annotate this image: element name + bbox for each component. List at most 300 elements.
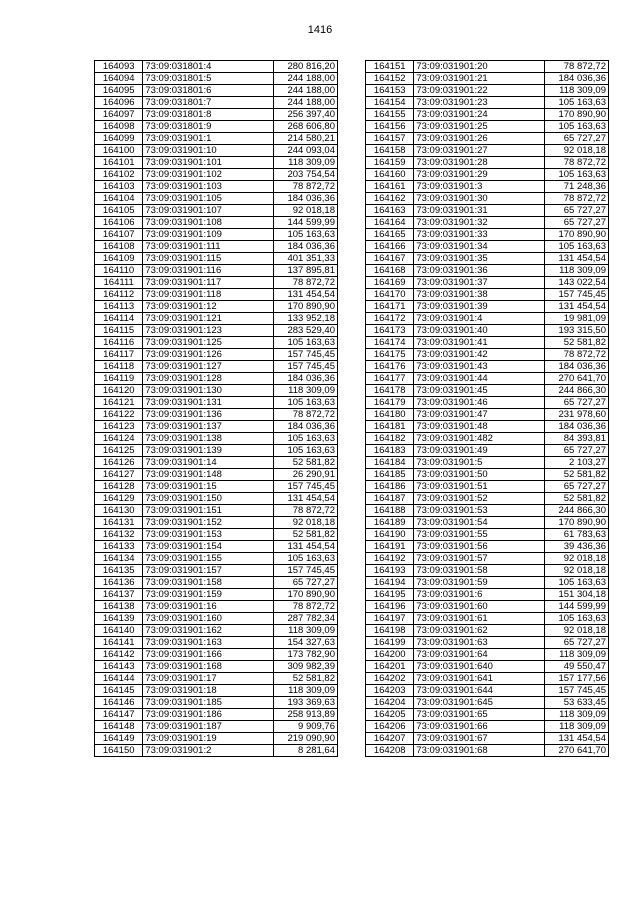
value-cell: 105 163,63 xyxy=(273,553,337,565)
row-number-cell: 164151 xyxy=(366,61,414,73)
row-number-cell: 164100 xyxy=(95,145,143,157)
row-number-cell: 164179 xyxy=(366,397,414,409)
cadastral-number-cell: 73:09:031901:166 xyxy=(143,649,273,661)
value-cell: 65 727,27 xyxy=(273,577,337,589)
value-cell: 287 782,34 xyxy=(273,613,337,625)
table-row xyxy=(95,85,338,97)
row-number-cell: 164166 xyxy=(366,241,414,253)
registry-table-right xyxy=(365,60,609,757)
table-row xyxy=(366,553,609,565)
row-number-cell: 164112 xyxy=(95,289,143,301)
row-number-cell: 164113 xyxy=(95,301,143,313)
table-row xyxy=(366,577,609,589)
value-cell: 52 581,82 xyxy=(544,337,608,349)
cadastral-number-cell: 73:09:031801:9 xyxy=(143,121,273,133)
row-number-cell: 164130 xyxy=(95,505,143,517)
row-number-cell: 164184 xyxy=(366,457,414,469)
cadastral-number-cell: 73:09:031901:33 xyxy=(414,229,544,241)
row-number-cell: 164169 xyxy=(366,277,414,289)
row-number-cell: 164207 xyxy=(366,733,414,745)
row-number-cell: 164103 xyxy=(95,181,143,193)
cadastral-number-cell: 73:09:031901:153 xyxy=(143,529,273,541)
value-cell: 144 599,99 xyxy=(273,217,337,229)
value-cell: 78 872,72 xyxy=(273,409,337,421)
value-cell: 244 866,30 xyxy=(544,505,608,517)
cadastral-number-cell: 73:09:031901:185 xyxy=(143,697,273,709)
value-cell: 78 872,72 xyxy=(544,157,608,169)
table-row xyxy=(366,565,609,577)
value-cell: 309 982,39 xyxy=(273,661,337,673)
row-number-cell: 164093 xyxy=(95,61,143,73)
table-row xyxy=(95,109,338,121)
row-number-cell: 164178 xyxy=(366,385,414,397)
row-number-cell: 164128 xyxy=(95,481,143,493)
table-row xyxy=(366,85,609,97)
cadastral-number-cell: 73:09:031901:46 xyxy=(414,397,544,409)
table-row xyxy=(95,337,338,349)
value-cell: 118 309,09 xyxy=(273,625,337,637)
value-cell: 137 895,81 xyxy=(273,265,337,277)
row-number-cell: 164159 xyxy=(366,157,414,169)
value-cell: 203 754,54 xyxy=(273,169,337,181)
table-row xyxy=(95,529,338,541)
value-cell: 92 018,18 xyxy=(273,205,337,217)
row-number-cell: 164141 xyxy=(95,637,143,649)
table-row xyxy=(366,217,609,229)
row-number-cell: 164165 xyxy=(366,229,414,241)
table-row xyxy=(95,373,338,385)
value-cell: 193 315,50 xyxy=(544,325,608,337)
value-cell: 170 890,90 xyxy=(273,589,337,601)
value-cell: 219 090,90 xyxy=(273,733,337,745)
row-number-cell: 164174 xyxy=(366,337,414,349)
cadastral-number-cell: 73:09:031901:38 xyxy=(414,289,544,301)
value-cell: 19 981,09 xyxy=(544,313,608,325)
value-cell: 157 745,45 xyxy=(273,481,337,493)
table-row xyxy=(95,133,338,145)
table-row xyxy=(366,301,609,313)
row-number-cell: 164163 xyxy=(366,205,414,217)
row-number-cell: 164181 xyxy=(366,421,414,433)
table-row xyxy=(366,265,609,277)
row-number-cell: 164156 xyxy=(366,121,414,133)
row-number-cell: 164205 xyxy=(366,709,414,721)
table-row xyxy=(95,217,338,229)
cadastral-number-cell: 73:09:031901:45 xyxy=(414,385,544,397)
row-number-cell: 164195 xyxy=(366,589,414,601)
value-cell: 157 745,45 xyxy=(273,361,337,373)
table-row xyxy=(366,361,609,373)
value-cell: 151 304,18 xyxy=(544,589,608,601)
table-row xyxy=(366,73,609,85)
table-row xyxy=(366,445,609,457)
table-row xyxy=(366,709,609,721)
value-cell: 231 978,60 xyxy=(544,409,608,421)
cadastral-number-cell: 73:09:031901:123 xyxy=(143,325,273,337)
table-row xyxy=(95,745,338,757)
table-row xyxy=(95,493,338,505)
row-number-cell: 164206 xyxy=(366,721,414,733)
row-number-cell: 164114 xyxy=(95,313,143,325)
value-cell: 268 606,80 xyxy=(273,121,337,133)
value-cell: 118 309,09 xyxy=(544,721,608,733)
cadastral-number-cell: 73:09:031901:47 xyxy=(414,409,544,421)
value-cell: 105 163,63 xyxy=(544,97,608,109)
table-row xyxy=(366,121,609,133)
table-row xyxy=(95,121,338,133)
cadastral-number-cell: 73:09:031901:52 xyxy=(414,493,544,505)
cadastral-number-cell: 73:09:031901:125 xyxy=(143,337,273,349)
value-cell: 184 036,36 xyxy=(273,241,337,253)
row-number-cell: 164185 xyxy=(366,469,414,481)
table-row xyxy=(366,433,609,445)
value-cell: 256 397,40 xyxy=(273,109,337,121)
table-row xyxy=(95,601,338,613)
row-number-cell: 164116 xyxy=(95,337,143,349)
row-number-cell: 164167 xyxy=(366,253,414,265)
value-cell: 65 727,27 xyxy=(544,205,608,217)
value-cell: 65 727,27 xyxy=(544,445,608,457)
row-number-cell: 164127 xyxy=(95,469,143,481)
cadastral-number-cell: 73:09:031801:7 xyxy=(143,97,273,109)
row-number-cell: 164160 xyxy=(366,169,414,181)
value-cell: 270 641,70 xyxy=(544,373,608,385)
value-cell: 65 727,27 xyxy=(544,637,608,649)
cadastral-number-cell: 73:09:031901:62 xyxy=(414,625,544,637)
value-cell: 118 309,09 xyxy=(273,385,337,397)
row-number-cell: 164108 xyxy=(95,241,143,253)
cadastral-number-cell: 73:09:031901:32 xyxy=(414,217,544,229)
table-row xyxy=(95,349,338,361)
table-row xyxy=(366,313,609,325)
table-row xyxy=(366,589,609,601)
table-row xyxy=(366,325,609,337)
row-number-cell: 164126 xyxy=(95,457,143,469)
table-row xyxy=(366,541,609,553)
table-row xyxy=(366,169,609,181)
cadastral-number-cell: 73:09:031901:58 xyxy=(414,565,544,577)
value-cell: 170 890,90 xyxy=(273,301,337,313)
row-number-cell: 164117 xyxy=(95,349,143,361)
cadastral-number-cell: 73:09:031901:139 xyxy=(143,445,273,457)
table-row xyxy=(366,421,609,433)
cadastral-number-cell: 73:09:031901:39 xyxy=(414,301,544,313)
cadastral-number-cell: 73:09:031901:152 xyxy=(143,517,273,529)
cadastral-number-cell: 73:09:031901:131 xyxy=(143,397,273,409)
value-cell: 143 022,54 xyxy=(544,277,608,289)
table-row xyxy=(95,577,338,589)
cadastral-number-cell: 73:09:031801:6 xyxy=(143,85,273,97)
value-cell: 170 890,90 xyxy=(544,229,608,241)
cadastral-number-cell: 73:09:031801:5 xyxy=(143,73,273,85)
row-number-cell: 164134 xyxy=(95,553,143,565)
value-cell: 184 036,36 xyxy=(544,421,608,433)
row-number-cell: 164097 xyxy=(95,109,143,121)
cadastral-number-cell: 73:09:031901:126 xyxy=(143,349,273,361)
table-row xyxy=(366,349,609,361)
value-cell: 184 036,36 xyxy=(544,73,608,85)
cadastral-number-cell: 73:09:031901:22 xyxy=(414,85,544,97)
cadastral-number-cell: 73:09:031901:186 xyxy=(143,709,273,721)
value-cell: 118 309,09 xyxy=(544,649,608,661)
row-number-cell: 164110 xyxy=(95,265,143,277)
value-cell: 133 952,18 xyxy=(273,313,337,325)
cadastral-number-cell: 73:09:031901:3 xyxy=(414,181,544,193)
table-row xyxy=(366,469,609,481)
row-number-cell: 164182 xyxy=(366,433,414,445)
cadastral-number-cell: 73:09:031901:44 xyxy=(414,373,544,385)
cadastral-number-cell: 73:09:031901:19 xyxy=(143,733,273,745)
table-row xyxy=(95,265,338,277)
value-cell: 92 018,18 xyxy=(273,517,337,529)
value-cell: 52 581,82 xyxy=(273,529,337,541)
cadastral-number-cell: 73:09:031901:49 xyxy=(414,445,544,457)
value-cell: 270 641,70 xyxy=(544,745,608,757)
table-row xyxy=(95,409,338,421)
cadastral-number-cell: 73:09:031901:50 xyxy=(414,469,544,481)
table-row xyxy=(366,637,609,649)
table-row xyxy=(95,421,338,433)
cadastral-number-cell: 73:09:031901:5 xyxy=(414,457,544,469)
table-row xyxy=(366,97,609,109)
value-cell: 105 163,63 xyxy=(273,445,337,457)
row-number-cell: 164133 xyxy=(95,541,143,553)
cadastral-number-cell: 73:09:031901:42 xyxy=(414,349,544,361)
value-cell: 157 745,45 xyxy=(544,289,608,301)
cadastral-number-cell: 73:09:031901:168 xyxy=(143,661,273,673)
row-number-cell: 164176 xyxy=(366,361,414,373)
row-number-cell: 164095 xyxy=(95,85,143,97)
table-row xyxy=(366,193,609,205)
value-cell: 244 188,00 xyxy=(273,73,337,85)
cadastral-number-cell: 73:09:031901:4 xyxy=(414,313,544,325)
value-cell: 118 309,09 xyxy=(273,685,337,697)
cadastral-number-cell: 73:09:031901:130 xyxy=(143,385,273,397)
value-cell: 184 036,36 xyxy=(544,361,608,373)
table-row xyxy=(366,625,609,637)
row-number-cell: 164099 xyxy=(95,133,143,145)
row-number-cell: 164183 xyxy=(366,445,414,457)
row-number-cell: 164198 xyxy=(366,625,414,637)
row-number-cell: 164192 xyxy=(366,553,414,565)
table-row xyxy=(366,397,609,409)
table-row xyxy=(366,277,609,289)
row-number-cell: 164144 xyxy=(95,673,143,685)
table-row xyxy=(366,373,609,385)
row-number-cell: 164194 xyxy=(366,577,414,589)
table-row xyxy=(95,325,338,337)
cadastral-number-cell: 73:09:031901:101 xyxy=(143,157,273,169)
cadastral-number-cell: 73:09:031901:162 xyxy=(143,625,273,637)
cadastral-number-cell: 73:09:031901:60 xyxy=(414,601,544,613)
table-row xyxy=(95,361,338,373)
value-cell: 244 866,30 xyxy=(544,385,608,397)
value-cell: 244 188,00 xyxy=(273,85,337,97)
cadastral-number-cell: 73:09:031901:107 xyxy=(143,205,273,217)
row-number-cell: 164164 xyxy=(366,217,414,229)
value-cell: 105 163,63 xyxy=(273,337,337,349)
cadastral-number-cell: 73:09:031901:155 xyxy=(143,553,273,565)
cadastral-number-cell: 73:09:031901:136 xyxy=(143,409,273,421)
cadastral-number-cell: 73:09:031901:128 xyxy=(143,373,273,385)
row-number-cell: 164121 xyxy=(95,397,143,409)
table-row xyxy=(95,73,338,85)
cadastral-number-cell: 73:09:031901:61 xyxy=(414,613,544,625)
table-row xyxy=(95,481,338,493)
cadastral-number-cell: 73:09:031901:43 xyxy=(414,361,544,373)
table-row xyxy=(366,613,609,625)
row-number-cell: 164139 xyxy=(95,613,143,625)
cadastral-number-cell: 73:09:031901:66 xyxy=(414,721,544,733)
value-cell: 9 909,76 xyxy=(273,721,337,733)
table-row xyxy=(95,229,338,241)
table-row xyxy=(366,529,609,541)
table-row xyxy=(95,277,338,289)
table-row xyxy=(95,589,338,601)
cadastral-number-cell: 73:09:031901:67 xyxy=(414,733,544,745)
cadastral-number-cell: 73:09:031901:37 xyxy=(414,277,544,289)
cadastral-number-cell: 73:09:031901:157 xyxy=(143,565,273,577)
row-number-cell: 164172 xyxy=(366,313,414,325)
table-row xyxy=(95,649,338,661)
value-cell: 105 163,63 xyxy=(273,229,337,241)
row-number-cell: 164201 xyxy=(366,661,414,673)
registry-table-left xyxy=(94,60,338,757)
cadastral-number-cell: 73:09:031801:4 xyxy=(143,61,273,73)
table-row xyxy=(366,61,609,73)
table-row xyxy=(366,229,609,241)
row-number-cell: 164171 xyxy=(366,301,414,313)
cadastral-number-cell: 73:09:031901:17 xyxy=(143,673,273,685)
cadastral-number-cell: 73:09:031901:40 xyxy=(414,325,544,337)
cadastral-number-cell: 73:09:031901:41 xyxy=(414,337,544,349)
value-cell: 52 581,82 xyxy=(273,457,337,469)
table-row xyxy=(95,97,338,109)
row-number-cell: 164152 xyxy=(366,73,414,85)
row-number-cell: 164203 xyxy=(366,685,414,697)
row-number-cell: 164106 xyxy=(95,217,143,229)
row-number-cell: 164142 xyxy=(95,649,143,661)
value-cell: 53 633,45 xyxy=(544,697,608,709)
value-cell: 131 454,54 xyxy=(273,541,337,553)
table-row xyxy=(366,409,609,421)
table-row xyxy=(366,601,609,613)
value-cell: 78 872,72 xyxy=(273,601,337,613)
row-number-cell: 164094 xyxy=(95,73,143,85)
value-cell: 105 163,63 xyxy=(544,613,608,625)
row-number-cell: 164111 xyxy=(95,277,143,289)
value-cell: 131 454,54 xyxy=(544,733,608,745)
row-number-cell: 164186 xyxy=(366,481,414,493)
value-cell: 157 745,45 xyxy=(273,349,337,361)
table-row xyxy=(366,721,609,733)
row-number-cell: 164136 xyxy=(95,577,143,589)
table-row xyxy=(366,661,609,673)
table-row xyxy=(95,673,338,685)
cadastral-number-cell: 73:09:031901:108 xyxy=(143,217,273,229)
table-row xyxy=(366,733,609,745)
row-number-cell: 164197 xyxy=(366,613,414,625)
value-cell: 157 745,45 xyxy=(544,685,608,697)
row-number-cell: 164104 xyxy=(95,193,143,205)
value-cell: 52 581,82 xyxy=(544,493,608,505)
cadastral-number-cell: 73:09:031901:25 xyxy=(414,121,544,133)
cadastral-number-cell: 73:09:031901:154 xyxy=(143,541,273,553)
table-row xyxy=(95,169,338,181)
row-number-cell: 164143 xyxy=(95,661,143,673)
table-row xyxy=(366,481,609,493)
cadastral-number-cell: 73:09:031901:1 xyxy=(143,133,273,145)
value-cell: 92 018,18 xyxy=(544,565,608,577)
cadastral-number-cell: 73:09:031901:118 xyxy=(143,289,273,301)
row-number-cell: 164107 xyxy=(95,229,143,241)
cadastral-number-cell: 73:09:031901:35 xyxy=(414,253,544,265)
row-number-cell: 164153 xyxy=(366,85,414,97)
cadastral-number-cell: 73:09:031901:102 xyxy=(143,169,273,181)
cadastral-number-cell: 73:09:031901:644 xyxy=(414,685,544,697)
value-cell: 65 727,27 xyxy=(544,217,608,229)
table-row xyxy=(95,193,338,205)
row-number-cell: 164109 xyxy=(95,253,143,265)
table-row xyxy=(366,133,609,145)
cadastral-number-cell: 73:09:031901:12 xyxy=(143,301,273,313)
table-row xyxy=(366,145,609,157)
value-cell: 131 454,54 xyxy=(273,493,337,505)
row-number-cell: 164202 xyxy=(366,673,414,685)
table-row xyxy=(366,673,609,685)
value-cell: 184 036,36 xyxy=(273,421,337,433)
value-cell: 173 782,90 xyxy=(273,649,337,661)
cadastral-number-cell: 73:09:031901:54 xyxy=(414,517,544,529)
row-number-cell: 164132 xyxy=(95,529,143,541)
value-cell: 280 816,20 xyxy=(273,61,337,73)
row-number-cell: 164125 xyxy=(95,445,143,457)
cadastral-number-cell: 73:09:031901:148 xyxy=(143,469,273,481)
value-cell: 170 890,90 xyxy=(544,109,608,121)
value-cell: 65 727,27 xyxy=(544,397,608,409)
value-cell: 244 093,04 xyxy=(273,145,337,157)
cadastral-number-cell: 73:09:031901:18 xyxy=(143,685,273,697)
cadastral-number-cell: 73:09:031901:163 xyxy=(143,637,273,649)
cadastral-number-cell: 73:09:031901:109 xyxy=(143,229,273,241)
cadastral-number-cell: 73:09:031901:64 xyxy=(414,649,544,661)
table-row xyxy=(95,709,338,721)
table-row xyxy=(95,289,338,301)
value-cell: 78 872,72 xyxy=(544,349,608,361)
cadastral-number-cell: 73:09:031901:53 xyxy=(414,505,544,517)
cadastral-number-cell: 73:09:031901:103 xyxy=(143,181,273,193)
row-number-cell: 164190 xyxy=(366,529,414,541)
cadastral-number-cell: 73:09:031901:137 xyxy=(143,421,273,433)
value-cell: 78 872,72 xyxy=(273,505,337,517)
value-cell: 105 163,63 xyxy=(544,169,608,181)
row-number-cell: 164145 xyxy=(95,685,143,697)
table-row xyxy=(95,721,338,733)
row-number-cell: 164102 xyxy=(95,169,143,181)
value-cell: 39 436,36 xyxy=(544,541,608,553)
value-cell: 78 872,72 xyxy=(544,61,608,73)
value-cell: 131 454,54 xyxy=(273,289,337,301)
value-cell: 131 454,54 xyxy=(544,253,608,265)
cadastral-number-cell: 73:09:031901:28 xyxy=(414,157,544,169)
value-cell: 78 872,72 xyxy=(273,277,337,289)
cadastral-number-cell: 73:09:031901:20 xyxy=(414,61,544,73)
table-row xyxy=(95,205,338,217)
row-number-cell: 164158 xyxy=(366,145,414,157)
table-row xyxy=(95,433,338,445)
table-row xyxy=(95,553,338,565)
cadastral-number-cell: 73:09:031901:159 xyxy=(143,589,273,601)
